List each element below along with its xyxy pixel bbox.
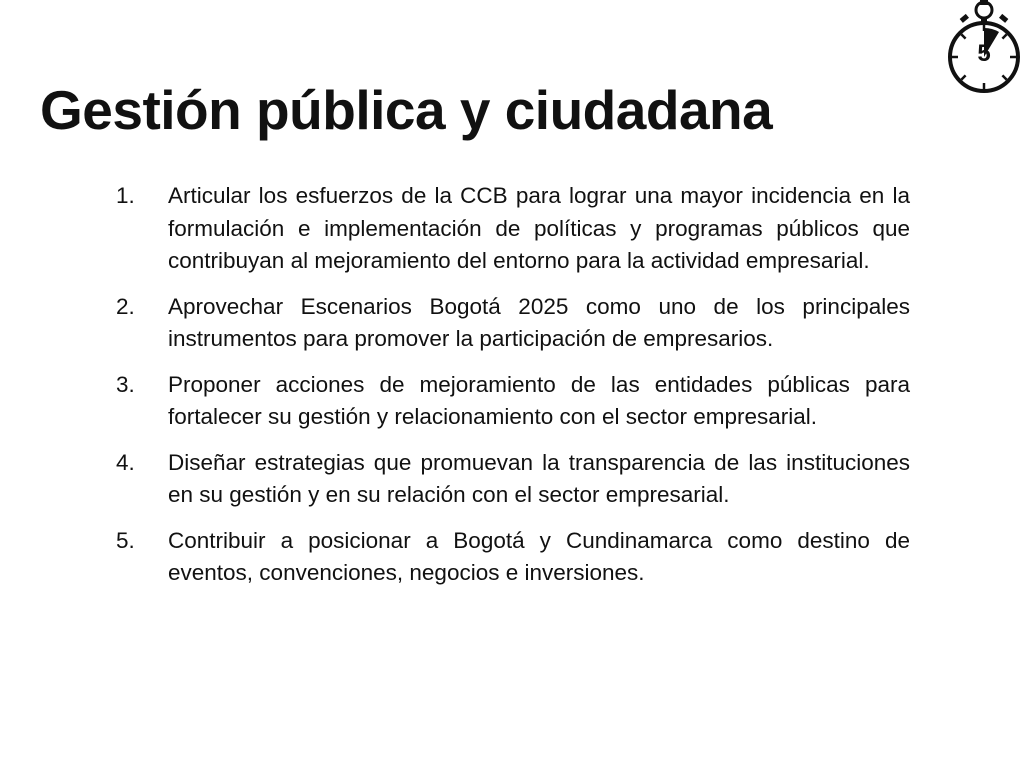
list-item-text: Contribuir a posicionar a Bogotá y Cundinamarca como destino de eventos, convenciones, negocios e inversiones. xyxy=(168,527,910,585)
list-item-text: Diseñar estrategias que promuevan la transparencia de las instituciones en su gestión y en su relación con el sector empresarial. xyxy=(168,449,910,507)
stopwatch-badge xyxy=(944,0,1024,96)
list-item-number: 1. xyxy=(116,183,135,208)
stopwatch-number: 5 xyxy=(977,40,991,67)
list-item-text: Proponer acciones de mejoramiento de las entidades públicas para fortalecer su gestión y relacionamiento con el sector empresarial. xyxy=(168,371,910,429)
list-item-number: 2. xyxy=(116,293,135,319)
list-item-text: Articular los esfuerzos de la CCB para lograr una mayor incidencia en la formulación e implementación de políticas y programas públicos que contribuyan al mejoramiento del entorno para la actividad empresarial. xyxy=(168,183,910,273)
list-item xyxy=(110,291,910,356)
list-item-number: 5. xyxy=(116,527,135,553)
list-item xyxy=(110,180,910,278)
list-item xyxy=(110,525,910,590)
page-title: Gestión pública y ciudadana xyxy=(40,79,773,141)
list-item-number: 4. xyxy=(116,449,135,475)
list-item-text: Aprovechar Escenarios Bogotá 2025 como uno de los principales instrumentos para promover la participación de empresarios. xyxy=(168,293,910,351)
objectives-list xyxy=(110,180,910,603)
list-item xyxy=(110,369,910,434)
list-item-number: 3. xyxy=(116,371,135,397)
list-item xyxy=(110,447,910,512)
